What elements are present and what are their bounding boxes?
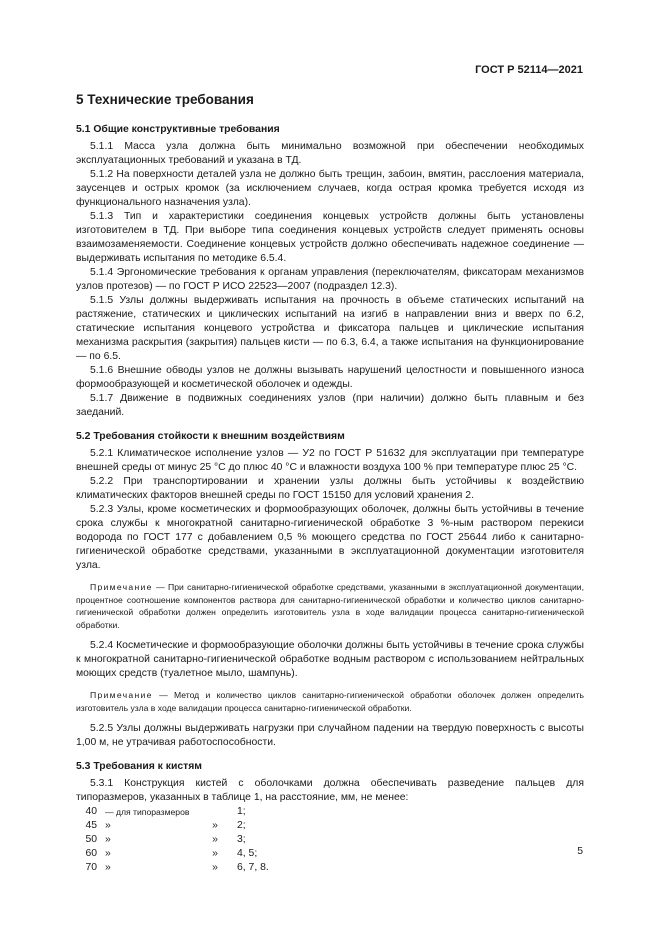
list-item (76, 861, 584, 875)
note-text: — Метод и количество циклов санитарно-гигиенической обработки оболочек должен определить изготовитель узла в ходе валидации процесса санитарно-гигиенической обработки. (76, 690, 584, 713)
paragraph-5-3-1: 5.3.1 Конструкция кистей с оболочками должна обеспечивать разведение пальцев для типоразмеров, указанных в таблице 1, на расстояние, мм, не менее: (76, 778, 584, 803)
paragraph-5-1-6: 5.1.6 Внешние обводы узлов не должны вызывать нарушений целостности и повышенного износа формообразующей и косметической оболочек и одежды. (76, 365, 584, 390)
subsection-title-5-2: 5.2 Требования стойкости к внешним воздействиям (76, 431, 345, 442)
paragraph-5-2-5: 5.2.5 Узлы должны выдерживать нагрузки при случайном падении на твердую поверхность с высоты 1,00 м, не утрачивая работоспособности. (76, 723, 584, 748)
ditto-mark (201, 805, 229, 819)
section-title: 5 Технические требования (76, 92, 254, 107)
size-list (76, 805, 584, 875)
document-body (76, 92, 584, 875)
note-5-2-4 (76, 689, 584, 714)
note-label: Примечание (90, 690, 153, 700)
paragraph-5-1-1: 5.1.1 Масса узла должна быть минимально возможной при обеспечении необходимых эксплуатационных требований и указана в ТД. (76, 141, 584, 166)
distance-value: 45 (85, 820, 97, 831)
size-label: » (105, 820, 111, 831)
ditto-mark: » (212, 834, 218, 845)
page-number: 5 (577, 846, 583, 857)
paragraph-5-1-3: 5.1.3 Тип и характеристики соединения концевых устройств должны быть установлены изготовителем в ТД. При выборе типа соединения концевых устройств следует применять основы взаимозаменяемости. Соединение концевых устройств должно обеспечивать надежное соединение — выдерживать испытания по методике 6.5.4. (76, 211, 584, 264)
paragraph-5-1-7: 5.1.7 Движение в подвижных соединениях узлов (при наличии) должно быть плавным и без заеданий. (76, 393, 584, 418)
size-label: » (105, 834, 111, 845)
doc-header-id: ГОСТ Р 52114—2021 (475, 64, 583, 76)
note-text: — При санитарно-гигиенической обработке средствами, указанными в эксплуатационной документации, процентное соотношение компонентов раствора для санитарно-гигиенической обработки и количество циклов санитарно-гигиенической обработки должен определить изготовитель узла в ходе валидации процесса санитарно-гигиенической обработки. (76, 582, 584, 630)
size-numbers: 2; (237, 820, 246, 831)
paragraph-5-2-2: 5.2.2 При транспортировании и хранении узлы должны быть устойчивы к воздействию климатических факторов внешней среды по ГОСТ 15150 для условий хранения 2. (76, 476, 584, 501)
size-label: » (105, 862, 111, 873)
ditto-mark: » (212, 820, 218, 831)
size-numbers: 1; (237, 806, 246, 817)
list-item (76, 833, 584, 847)
distance-value: 70 (85, 862, 97, 873)
paragraph-5-2-4: 5.2.4 Косметические и формообразующие оболочки должны быть устойчивы в течение срока службы к многократной санитарно-гигиенической обработке водным раствором с использованием нейтральных моющих средств (туалетное мыло, шампунь). (76, 640, 584, 679)
paragraph-5-2-1: 5.2.1 Климатическое исполнение узлов — У2 по ГОСТ Р 51632 для эксплуатации при температуре внешней среды от минус 25 °C до плюс 40 °C и влажности воздуха 100 % при температуре плюс 25 °C. (76, 448, 584, 473)
list-item (76, 819, 584, 833)
list-item (76, 847, 584, 861)
note-5-2-3 (76, 581, 584, 631)
ditto-mark: » (212, 862, 218, 873)
size-numbers: 4, 5; (237, 848, 258, 859)
size-numbers: 3; (237, 834, 246, 845)
list-item (76, 805, 584, 819)
note-label: Примечание (90, 582, 153, 592)
size-label: » (105, 848, 111, 859)
paragraph-5-1-2: 5.1.2 На поверхности деталей узла не должно быть трещин, забоин, вмятин, расслоения материала, заусенцев и острых кромок (за исключением случаев, когда острая кромка требуется исходя из функционального назначения узла). (76, 169, 584, 208)
size-label: — для типоразмеров (105, 807, 190, 817)
paragraph-5-2-3: 5.2.3 Узлы, кроме косметических и формообразующих оболочек, должны быть устойчивы в течение срока службы к многократной санитарно-гигиенической обработке 3 %-ным раствором перекиси водорода по ГОСТ 177 с добавлением 0,5 % моющего средства по ГОСТ 25644 либо к санитарно-гигиенической обработке средствами, указанными в эксплуатационной документации изготовителя узла. (76, 504, 584, 571)
distance-value: 60 (85, 848, 97, 859)
ditto-mark: » (212, 848, 218, 859)
subsection-title-5-3: 5.3 Требования к кистям (76, 761, 202, 772)
distance-value: 50 (85, 834, 97, 845)
subsection-title-5-1: 5.1 Общие конструктивные требования (76, 124, 280, 135)
size-numbers: 6, 7, 8. (237, 862, 269, 873)
paragraph-5-1-4: 5.1.4 Эргономические требования к органам управления (переключателям, фиксаторам механизмов узлов протезов) — по ГОСТ Р ИСО 22523—2007 (подраздел 12.3). (76, 267, 584, 292)
distance-value: 40 (85, 806, 97, 817)
paragraph-5-1-5: 5.1.5 Узлы должны выдерживать испытания на прочность в объеме статических испытаний на растяжение, статических и циклических испытаний на изгиб в направлении вниз и вверх по 6.2, статические испытания концевого устройства и фиксатора пальцев и циклические испытания механизма раскрытия (закрытия) пальцев кисти — по 6.3, 6.4, а также испытания на функционирование — по 6.5. (76, 295, 584, 362)
